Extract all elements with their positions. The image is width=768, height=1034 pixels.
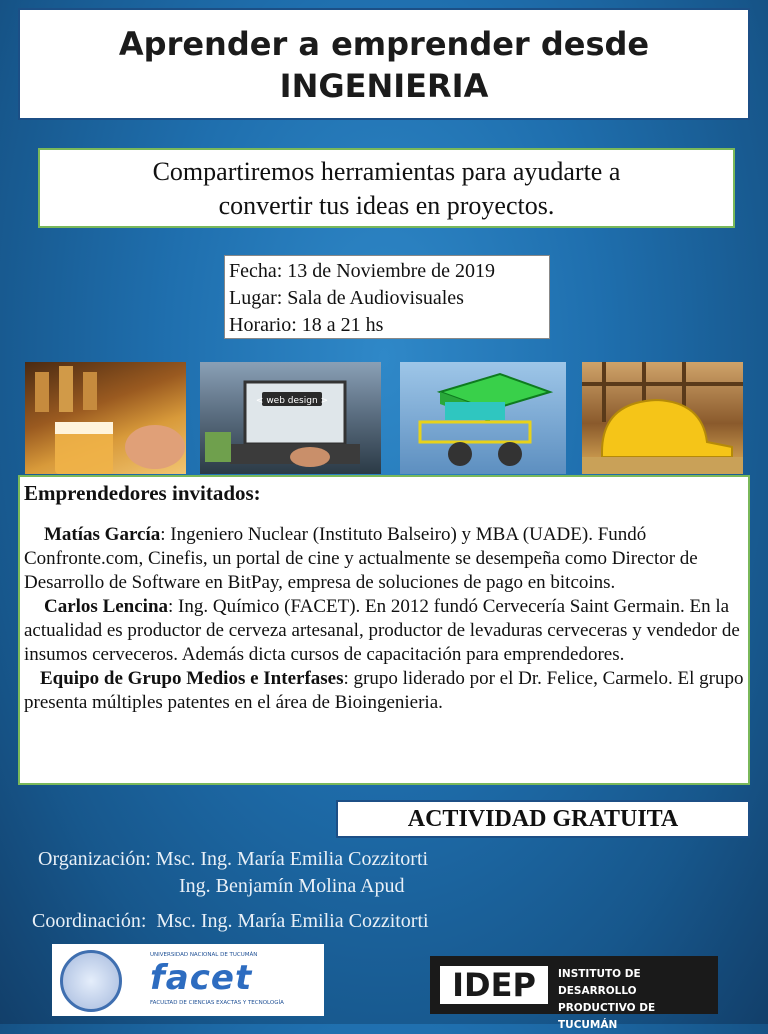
facet-faculty-text: FACULTAD DE CIENCIAS EXACTAS Y TECNOLOGÍA (150, 1000, 284, 1006)
tagline-line-1: Compartiremos herramientas para ayudarte a (152, 157, 621, 186)
speaker-name: Carlos Lencina (44, 596, 169, 617)
speakers-heading: Emprendedores invitados: (24, 481, 261, 505)
idep-logo (430, 956, 718, 1031)
idep-badge: IDEP (440, 966, 548, 1004)
idep-name (558, 966, 714, 1034)
web-design-laptop-photo (200, 362, 381, 474)
free-activity-banner: ACTIVIDAD GRATUITA (336, 800, 750, 838)
title-line-1: Aprender a emprender desde (118, 25, 650, 63)
tagline-line-2: convertir tus ideas en proyectos. (218, 191, 555, 220)
beer-tap-photo (25, 362, 186, 474)
event-details (224, 255, 550, 339)
coordination-line: Coordinación: Msc. Ing. María Emilia Cozzitorti (32, 910, 429, 932)
facet-unt-logo (52, 944, 324, 1016)
speaker-entry (24, 667, 744, 715)
university-seal-icon (60, 950, 122, 1012)
facet-university-text: UNIVERSIDAD NACIONAL DE TUCUMÁN (150, 952, 258, 958)
cad-model-photo (400, 362, 566, 474)
facet-wordmark: facet (150, 958, 253, 998)
event-date: Fecha: 13 de Noviembre de 2019 (229, 260, 496, 282)
construction-helmet-photo (582, 362, 743, 474)
organization-line-2: Ing. Benjamín Molina Apud (179, 875, 405, 897)
speaker-bio: : grupo liderado por el Dr. Felice, Carmelo. El grupo presenta múltiples patentes en el área de Bioingenieria. (24, 668, 744, 713)
title-line-2: INGENIERIA (279, 67, 489, 105)
idep-name-line-1: INSTITUTO DE DESARROLLO (558, 968, 641, 997)
event-time: Horario: 18 a 21 hs (229, 314, 384, 336)
speaker-entry (24, 595, 744, 667)
speaker-bio: : Ing. Químico (FACET). En 2012 fundó Cervecería Saint Germain. En la actualidad es productor de cerveza artesanal, productor de levaduras cerveceras y vendedor de insumos cerveceros. Además dicta cursos de capacitación para emprendedores. (24, 596, 740, 665)
speaker-name: Matías García (44, 524, 161, 545)
title-banner (18, 8, 750, 120)
speaker-name: Equipo de Grupo Medios e Interfases (40, 668, 344, 689)
web-design-sign: < web design > (255, 396, 329, 406)
speaker-entry (24, 523, 744, 595)
tagline-banner (38, 148, 735, 228)
invited-entrepreneurs (18, 475, 750, 785)
organization-line: Organización: Msc. Ing. María Emilia Cozzitorti (38, 848, 429, 870)
idep-name-line-2: PRODUCTIVO DE TUCUMÁN (558, 1002, 656, 1031)
speaker-bio: : Ingeniero Nuclear (Instituto Balseiro) y MBA (UADE). Fundó Confronte.com, Cinefis, un portal de cine y actualmente se desempeña como Director de Desarrollo de Software en BitPay, empresa de soluciones de pago en bitcoins. (24, 524, 698, 593)
event-place: Lugar: Sala de Audiovisuales (229, 287, 464, 309)
